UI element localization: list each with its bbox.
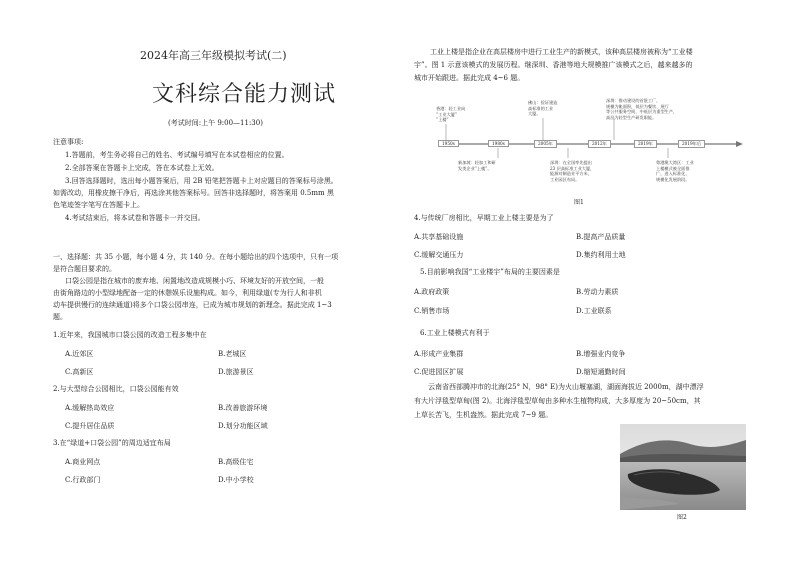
option-a[interactable]: A.缓解热岛效应 [65, 404, 115, 412]
lake-photo-illustration [620, 424, 746, 510]
note-line: 如需改动，用橡皮擦干净后，再选涂其他答案标号。回答非选择题时，将答案用 0.5mm 黑 [53, 189, 334, 197]
notes-heading: 注意事项: [53, 138, 84, 146]
question-stem: 5.目前影响我国“工业楼宇”布局的主要因素是 [420, 268, 560, 276]
passage-line: 上草长苦飞，生机盎然。据此完成 7~9 题。 [414, 411, 553, 419]
passage-line: 城市开始跟进。据此完成 4~6 题。 [414, 74, 525, 82]
option-c[interactable]: C.提升居住品质 [65, 422, 115, 430]
passage-line: 题。 [53, 313, 67, 321]
timeline-note: 新加坡：轻加工和研 发类企业“上楼”。 [458, 160, 496, 171]
figure-2-photo [620, 424, 746, 510]
option-c[interactable]: C.促进园区扩展 [414, 368, 464, 376]
section-intro: 一、选择题：共 35 小题，每小题 4 分，共 140 分。在每小题给出的四个选项中，只有一项 [53, 253, 339, 261]
exam-time: (考试时间:上午 9:00—11:30) [168, 119, 263, 127]
timeline-note: 深圳：推动建设的首批工厂， 规模为帐面积，低层为餐饮、展厅 等公共服务空间，中低层为重型生产， 高层为轻型生产研发职能。 [606, 98, 678, 120]
timeline-note: 香港：轻工业向 “工业大厦” “上楼” [436, 106, 466, 122]
option-d[interactable]: D.集约利用土地 [576, 251, 626, 259]
passage-line: 有大片浮毯型草甸(图 2)。北海浮毯型草甸由多种水生植物构成，大多厚度为 20~50cm，其 [414, 397, 701, 405]
question-stem: 3.在“绿道+口袋公园”的周边适宜布局 [53, 439, 171, 447]
timeline-year: 2019年 [634, 140, 657, 148]
passage-line: 由街角路边的小型绿地配备一定的休憩娱乐设施构成。如今，利用绿道(专为行人和非机 [53, 289, 322, 297]
option-a[interactable]: A.共享基础设施 [414, 233, 464, 241]
passage-line: 宇”。图 1 示意该模式的发展历程。继深圳、香港等地大规模推广该模式之后，越来越多的 [414, 61, 693, 69]
timeline-note: 佛山：验证建造 高标准的工业 大厦。 [528, 100, 558, 116]
option-c[interactable]: C.行政部门 [65, 476, 101, 484]
option-c[interactable]: C.缓解交通压力 [414, 251, 464, 259]
timeline-note: 粤港澳大湾区：工业 上楼模式被全面推 广，进入标准化、 规模化发展阶段。 [656, 160, 694, 182]
timeline-year: 1980s [488, 140, 509, 147]
option-d[interactable]: D.划分功能区域 [218, 422, 268, 430]
question-stem: 1.近年来，我国城市口袋公园的改造工程多集中在 [53, 331, 207, 339]
option-c[interactable]: C.销售市场 [414, 307, 450, 315]
exam-title: 2024年高三年级模拟考试(二) [140, 49, 287, 62]
option-a[interactable]: A.形成产业集群 [414, 350, 464, 358]
option-b[interactable]: B.劳动力素质 [576, 288, 619, 296]
option-d[interactable]: D.缩短通勤时间 [576, 368, 626, 376]
section-intro: 是符合题目要求的。 [53, 265, 116, 273]
question-stem: 2.与大型综合公园相比，口袋公园能有效 [53, 385, 179, 393]
option-b[interactable]: B.改善旅游环境 [218, 404, 268, 412]
note-line: 3.回答选择题时，选出每小题答案后，用 2B 铅笔把答题卡上对应题目的答案标号涂黑。 [65, 177, 338, 185]
note-line: 色笔迹签字笔写在答题卡上。 [53, 201, 144, 209]
figure-2-caption: 图2 [677, 514, 687, 521]
question-stem: 6.工业上楼模式有利于 [420, 329, 490, 337]
option-b[interactable]: B.老城区 [218, 350, 247, 358]
option-b[interactable]: B.高级住宅 [218, 458, 254, 466]
passage-line: 口袋公园是指在城市的废弃地、闲置地改造成规模小巧、环境友好的开放空间，一般 [65, 277, 324, 285]
passage-line: 云南省西部腾冲市的北海(25° N，98° E)为火山堰塞湖，湖面海拔近 2000m，湖中漂浮 [428, 383, 704, 391]
option-d[interactable]: D.中小学校 [218, 476, 254, 484]
option-b[interactable]: B.提高产品质量 [576, 233, 626, 241]
passage-line: 工业上楼是指企业在高层楼房中进行工业生产的新模式，该种高层楼房被称为“工业楼 [430, 48, 693, 56]
note-line: 1.答题前，考生务必将自己的姓名、考试编号填写在本试卷相应的位置。 [65, 151, 289, 159]
note-line: 4.考试结束后，将本试卷和答题卡一并交回。 [65, 214, 205, 222]
figure-1-timeline [418, 96, 748, 208]
timeline-note: 深圳：在全国率先提出 23 层高标准工业大厦， 能源对制造业平方米， 工业园区布局。 [550, 160, 595, 182]
option-b[interactable]: B.增强业内竞争 [576, 350, 626, 358]
note-line: 2.全部答案在答题卡上完成，答在本试卷上无效。 [65, 164, 219, 172]
passage-line: 动车提供慢行的连续通道)将多个口袋公园串连，已成为城市规划的新理念。据此完成 1~3 [53, 301, 332, 309]
timeline-arrow [736, 141, 743, 147]
option-d[interactable]: D.工业联系 [576, 307, 612, 315]
question-stem: 4.与传统厂房相比，早期工业上楼主要是为了 [414, 214, 554, 222]
timeline-year: 2005年 [534, 140, 557, 148]
timeline-graphic [418, 96, 748, 208]
option-a[interactable]: A.近郊区 [65, 350, 94, 358]
timeline-year: 2012年 [588, 140, 611, 148]
option-a[interactable]: A.商业网点 [65, 458, 101, 466]
timeline-year: 1950s [438, 140, 459, 147]
timeline-year: 2019年后 [678, 140, 705, 148]
option-d[interactable]: D.旅游景区 [218, 368, 254, 376]
figure-1-caption: 图1 [574, 199, 584, 206]
option-a[interactable]: A.政府政策 [414, 288, 450, 296]
option-c[interactable]: C.高新区 [65, 368, 94, 376]
subject-title: 文科综合能力测试 [152, 82, 337, 107]
